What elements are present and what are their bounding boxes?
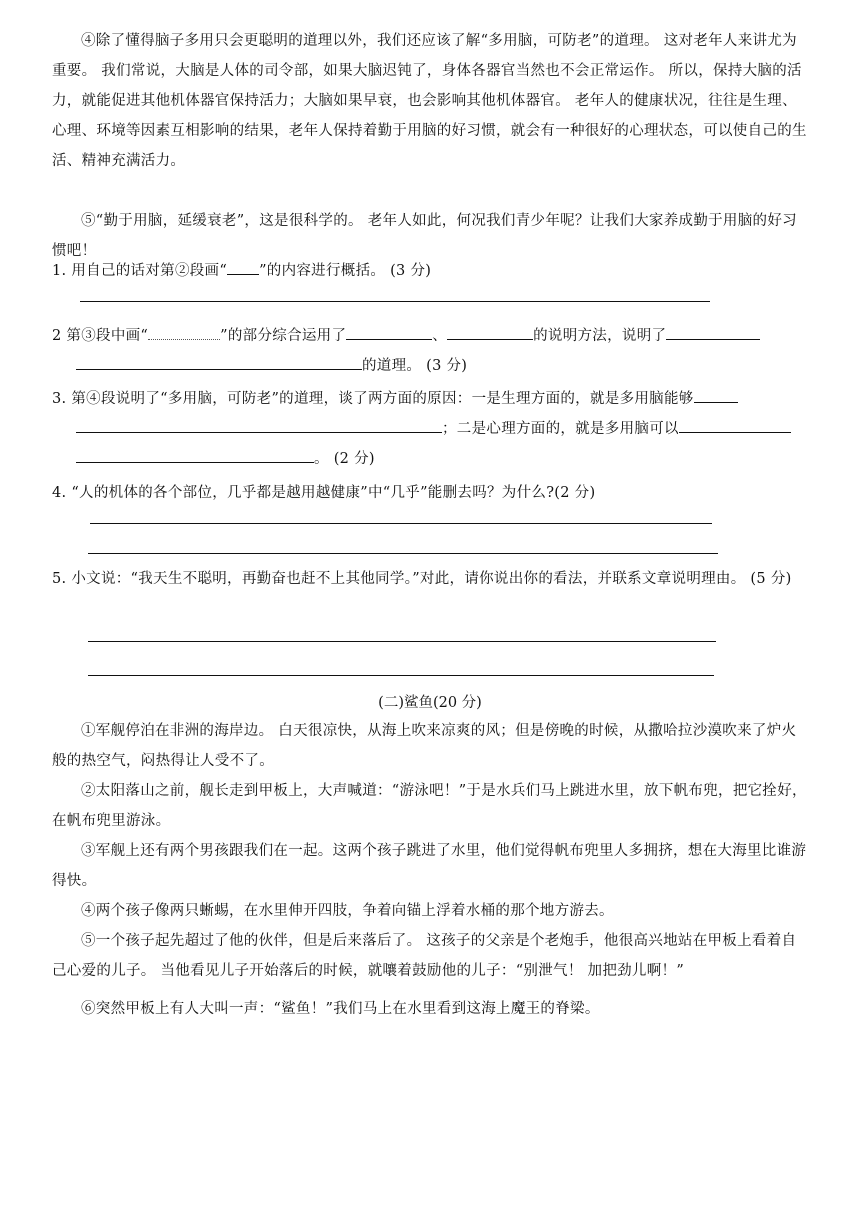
q3-text-a: 3. 第④段说明了“多用脑，可防老”的道理，谈了两方面的原因：一是生理方面的，就是多用脑能够 [52, 391, 694, 407]
answer-line-5a[interactable] [88, 641, 716, 642]
q2-text-c: 、 [432, 328, 448, 344]
story-paragraph-3: ③军舰上还有两个男孩跟我们在一起。这两个孩子跳进了水里，他们觉得帆布兜里人多拥挤，想在大海里比谁游得快。 [52, 843, 807, 889]
q3-answer-blank-3[interactable] [76, 448, 314, 463]
story-paragraph-2: ②太阳落山之前，舰长走到甲板上，大声喊道：“游泳吧！”于是水兵们马上跳进水里，放下帆布兜，把它拴好，在帆布兜里游泳。 [52, 783, 807, 829]
story-paragraph-5: ⑤一个孩子起先超过了他的伙伴，但是后来落后了。 这孩子的父亲是个老炮手，他很高兴地站在甲板上看着自己心爱的儿子。 当他看见儿子开始落后的时候，就嚷着鼓励他的儿子：“别泄气！ 加把劲儿啊！” [52, 933, 797, 979]
q2-answer-blank-2[interactable] [447, 325, 533, 340]
question-3 [52, 384, 810, 474]
q2-text-d: 的说明方法，说明了 [533, 328, 667, 344]
q2-text-a: 2 第③段中画“ [52, 328, 149, 344]
q3-answer-blank-2[interactable] [679, 418, 791, 433]
question-4: 4. “人的机体的各个部位，几乎都是越用越健康”中“几乎”能删去吗？为什么?(2 分) [52, 485, 596, 501]
paragraph-4: ④除了懂得脑子多用只会更聪明的道理以外，我们还应该了解“多用脑，可防老”的道理。 这对老年人来讲尤为重要。 我们常说，大脑是人体的司令部，如果大脑迟钝了，身体各器官当然也不会正常运作。 所以，保持大脑的活力，就能促进其他机体器官保持活力；大脑如果早衰，也会影响其他机体器官。 老年人的健康状况，往往是生理、心理、环境等因素互相影响的结果，老年人保持着勤于用脑的好习惯，就会有一种很好的心理状态，可以使自己的生活、精神充满活力。 [52, 33, 807, 169]
section-title: (二)鲨鱼(20 分) [378, 695, 482, 711]
q3-answer-blank-1a[interactable] [694, 388, 738, 403]
q2-blank-mark [148, 325, 220, 340]
answer-line-5b[interactable] [88, 675, 714, 676]
q3-text-b: ；二是心理方面的，就是多用脑可以 [442, 421, 679, 437]
story-paragraph-6: ⑥突然甲板上有人大叫一声：“鲨鱼！”我们马上在水里看到这海上魔王的脊梁。 [81, 1001, 600, 1017]
q3-text-c: 。 (2 分) [314, 451, 375, 467]
answer-line-4a[interactable] [90, 523, 712, 524]
paragraph-5: ⑤“勤于用脑，延缓衰老”，这是很科学的。 老年人如此，何况我们青少年呢？让我们大家养成勤于用脑的好习惯吧！ [52, 213, 797, 259]
question-2 [52, 321, 810, 381]
q2-text-e: 的道理。 (3 分) [362, 358, 468, 374]
story-paragraph-1: ①军舰停泊在非洲的海岸边。 白天很凉快，从海上吹来凉爽的风；但是傍晚的时候，从撒哈拉沙漠吹来了炉火般的热空气，闷热得让人受不了。 [52, 723, 797, 769]
q2-text-b: ”的部分综合运用了 [220, 328, 347, 344]
q1-text-a: 1. 用自己的话对第②段画“ [52, 263, 228, 279]
answer-line-4b[interactable] [88, 553, 718, 554]
q3-answer-blank-1b[interactable] [76, 418, 442, 433]
q1-blank-mark [227, 260, 259, 275]
answer-line-1[interactable] [80, 301, 710, 302]
q2-answer-blank-4[interactable] [76, 355, 362, 370]
question-5: 5. 小文说：“我天生不聪明，再勤奋也赶不上其他同学。”对此，请你说出你的看法，并联系文章说明理由。 (5 分) [52, 571, 792, 587]
story-paragraph-4: ④两个孩子像两只蜥蜴，在水里伸开四肢，争着向锚上浮着水桶的那个地方游去。 [81, 903, 614, 919]
q2-answer-blank-3[interactable] [666, 325, 760, 340]
question-1 [52, 256, 810, 286]
q2-answer-blank-1[interactable] [346, 325, 432, 340]
q1-text-b: ”的内容进行概括。 (3 分) [259, 263, 432, 279]
